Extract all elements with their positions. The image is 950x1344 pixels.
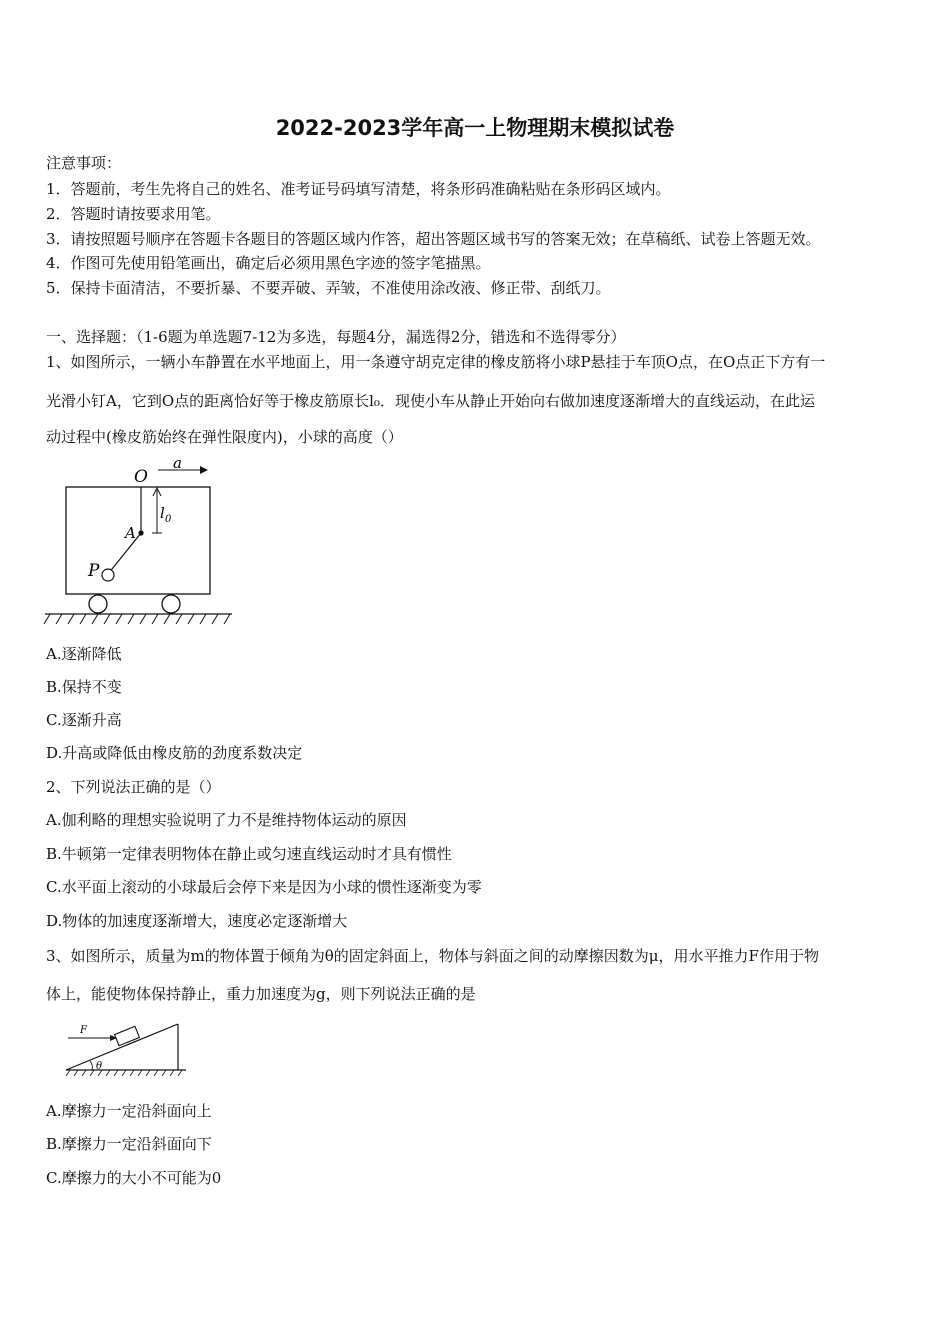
q3-option: B.摩擦力一定沿斜面向下	[46, 1135, 212, 1153]
page-title: 2022-2023学年高一上物理期末模拟试卷	[275, 116, 675, 140]
q1-stem-line: 光滑小钉A，它到O点的距离恰好等于橡皮筋原长l₀．现使小车从静止开始向右做加速度逐渐增大的直线运动，在此运	[46, 392, 815, 410]
q1-option: B.保持不变	[46, 678, 122, 696]
q1-option: C.逐渐升高	[46, 711, 122, 729]
incline-base-hatching	[66, 1070, 182, 1076]
notice-item: 5．保持卡面清洁，不要折暴、不要弄破、弄皱，不准使用涂改液、修正带、刮纸刀。	[46, 279, 611, 297]
q3-option: A.摩擦力一定沿斜面向上	[46, 1102, 212, 1120]
label-A: A	[125, 524, 136, 542]
nail-A	[138, 530, 143, 535]
notice-item: 4．作图可先使用铅笔画出，确定后必须用黑色字迹的签字笔描黑。	[46, 254, 491, 272]
q3-stem-line: 体上，能使物体保持静止，重力加速度为g，则下列说法正确的是	[46, 985, 476, 1003]
q1-option: D.升高或降低由橡皮筋的劲度系数决定	[46, 744, 303, 762]
section-heading: 一、选择题：（1-6题为单选题7-12为多选，每题4分，漏选得2分，错选和不选得零分）	[46, 328, 626, 346]
angle-arc	[90, 1061, 92, 1070]
q2-option: D.物体的加速度逐渐增大，速度必定逐渐增大	[46, 912, 348, 930]
cart-diagram	[40, 452, 240, 632]
notice-item: 2．答题时请按要求用笔。	[46, 205, 221, 223]
q1-stem-line: 1、如图所示，一辆小车静置在水平地面上，用一条遵守胡克定律的橡皮筋将小球P悬挂于车顶O点，在O点正下方有一	[46, 353, 826, 371]
ground-hatching	[44, 614, 230, 624]
acceleration-arrowhead	[200, 466, 208, 474]
q2-option: A.伽利略的理想实验说明了力不是维持物体运动的原因	[46, 811, 407, 829]
incline-diagram	[60, 1018, 195, 1080]
q1-option: A.逐渐降低	[46, 645, 122, 663]
cart-wheel	[89, 595, 107, 613]
q2-stem: 2、下列说法正确的是（）	[46, 778, 221, 796]
incline-figure	[60, 1018, 195, 1084]
cart-wheel	[162, 595, 180, 613]
cart-figure	[40, 452, 240, 636]
block-m	[115, 1026, 140, 1045]
label-a: a	[173, 454, 182, 472]
q2-option: C.水平面上滚动的小球最后会停下来是因为小球的惯性逐渐变为零	[46, 878, 482, 896]
ball-P	[102, 569, 114, 581]
q3-stem-line: 3、如图所示，质量为m的物体置于倾角为θ的固定斜面上，物体与斜面之间的动摩擦因数为μ，用水平推力F作用于物	[46, 947, 819, 965]
label-theta: θ	[96, 1061, 103, 1072]
notice-heading: 注意事项：	[46, 154, 122, 172]
label-l0-subscript: 0	[165, 514, 172, 525]
q3-option: C.摩擦力的大小不可能为0	[46, 1169, 222, 1187]
label-F: F	[80, 1025, 87, 1036]
q1-stem-line: 动过程中(橡皮筋始终在弹性限度内)，小球的高度（）	[46, 428, 403, 446]
label-l0: l	[160, 504, 165, 522]
q2-option: B.牛顿第一定律表明物体在静止或匀速直线运动时才具有惯性	[46, 845, 452, 863]
label-O: O	[134, 467, 148, 487]
label-P: P	[88, 561, 100, 581]
notice-item: 3．请按照题号顺序在答题卡各题目的答题区域内作答，超出答题区域书写的答案无效；在草稿纸、试卷上答题无效。	[46, 230, 821, 248]
notice-item: 1．答题前，考生先将自己的姓名、准考证号码填写清楚，将条形码准确粘贴在条形码区域内。	[46, 180, 671, 198]
